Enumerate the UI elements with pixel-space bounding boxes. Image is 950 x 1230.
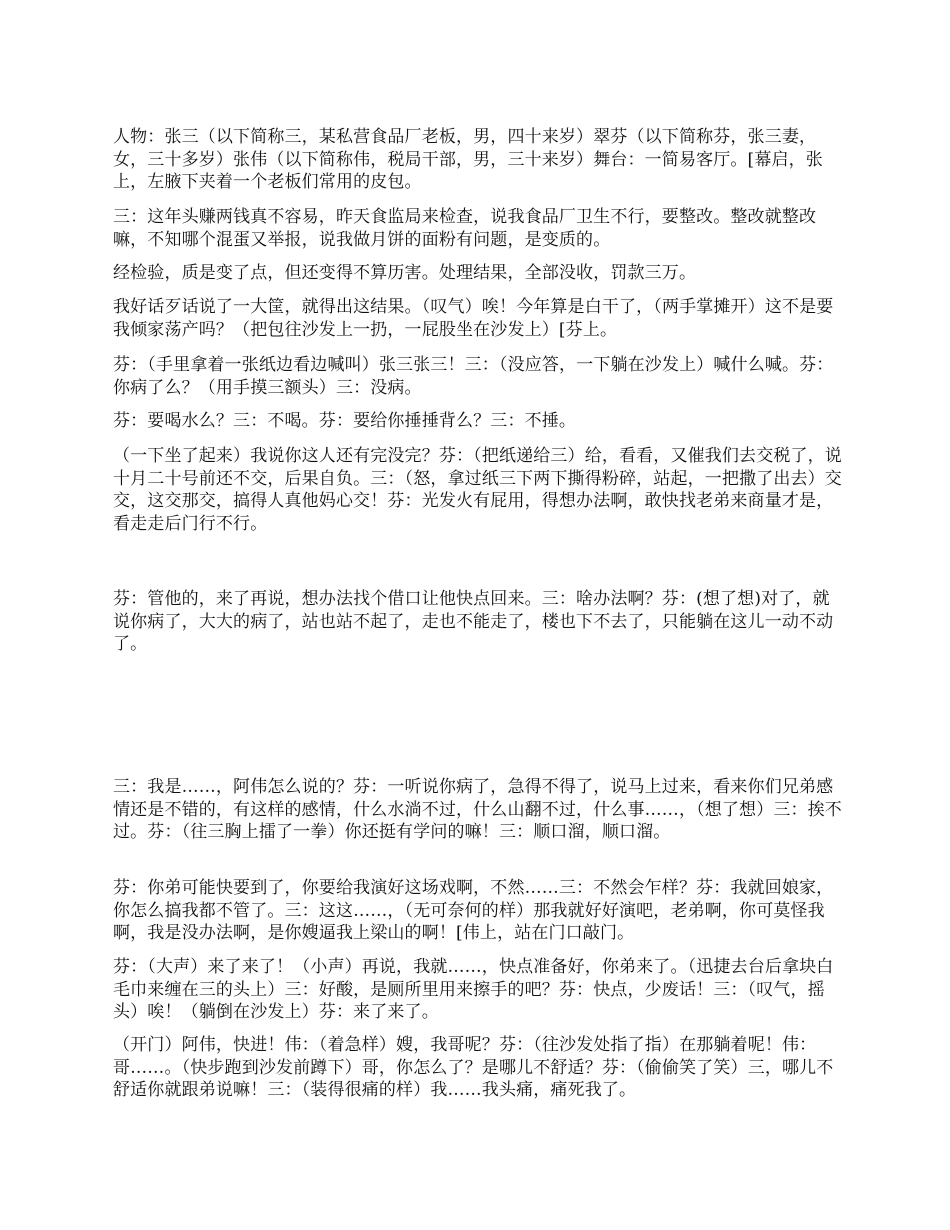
paragraph: 三：这年头赚两钱真不容易，昨天食监局来检查，说我食品厂卫生不行，要整改。整改就整改嘛，不知哪个混蛋又举报，说我做月饼的面粉有问题，是变质的。 [113,207,817,250]
paragraph: （开门）阿伟，快进！伟：（着急样）嫂，我哥呢？芬：（往沙发处指了指）在那躺着呢！伟：哥……。（快步跑到沙发前蹲下）哥，你怎么了？是哪儿不舒适？芬：（偷偷笑了笑）三，哪儿不舒适你就跟弟说嘛！三：（装得很痛的样）我……我头痛，痛死我了。 [113,1035,834,1101]
paragraph: 芬：管他的，来了再说，想办法找个借口让他快点回来。三：啥办法啊？芬：(想了想)对了，就说你病了，大大的病了，站也站不起了，走也不能走了，楼也下不去了，只能躺在这儿一动不动了。 [113,589,834,655]
paragraph: 芬：你弟可能快要到了，你要给我演好这场戏啊，不然……三：不然会乍样？芬：我就回娘家，你怎么搞我都不管了。三：这这……，（无可奈何的样）那我就好好演吧，老弟啊，你可莫怪我啊，我是没办法啊，是你嫂逼我上梁山的啊！[伟上，站在门口敲门。 [113,878,834,944]
paragraph: 三：我是……，阿伟怎么说的？芬：一听说你病了，急得不得了，说马上过来，看来你们兄弟感情还是不错的，有这样的感情，什么水淌不过，什么山翻不过，什么事……，（想了想）三：挨不过。芬：（往三胸上擂了一拳）你还挺有学问的嘛！三：顺口溜，顺口溜。 [113,777,842,843]
paragraph: （一下坐了起来）我说你这人还有完没完？芬：（把纸递给三）给，看看，又催我们去交税了，说十月二十号前还不交，后果自负。三：（怒，拿过纸三下两下撕得粉碎，站起，一把撒了出去）交交，这交那交，搞得人真他妈心交！芬：光发火有屁用，得想办法啊，敢快找老弟来商量才是，看走走后门行不行。 [113,446,842,534]
paragraph: 芬：（手里拿着一张纸边看边喊叫）张三张三！三：（没应答，一下躺在沙发上）喊什么喊。芬：你病了么？（用手摸三额头）三：没病。 [113,355,834,398]
paragraph: 经检验，质是变了点，但还变得不算历害。处理结果，全部没收，罚款三万。 [113,263,697,283]
paragraph: 芬：（大声）来了来了！（小声）再说，我就……，快点准备好，你弟来了。（迅捷去台后拿块白毛巾来缠在三的头上）三：好酸，是厕所里用来擦手的吧？芬：快点，少废话！三：（叹气，摇头）唉！（躺倒在沙发上）芬：来了来了。 [113,957,834,1023]
paragraph: 我好话歹话说了一大筐，就得出这结果。（叹气）唉！今年算是白干了，（两手掌摊开）这不是要我倾家荡产吗？（把包往沙发上一扔，一屁股坐在沙发上）[芬上。 [113,297,834,340]
paragraph: 芬：要喝水么？三：不喝。芬：要给你捶捶背么？三：不捶。 [113,411,577,431]
paragraph-cast-and-setting: 人物：张三（以下简称三，某私营食品厂老板，男，四十来岁）翠芬（以下简称芬，张三妻，女，三十多岁）张伟（以下简称伟，税局干部，男，三十来岁）舞台：一简易客厅。[幕启，张上，左腋下夹着一个老板们常用的皮包。 [113,127,823,193]
